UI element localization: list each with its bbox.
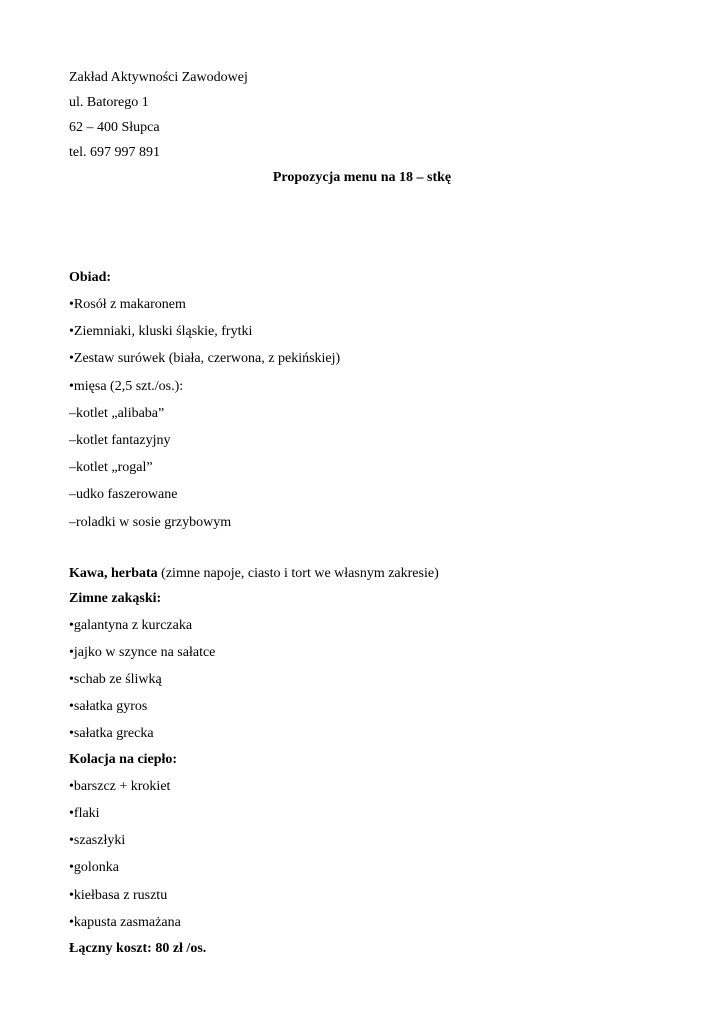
zimne-item: •jajko w szynce na sałatce (69, 645, 216, 660)
zimne-item: •galantyna z kurczaka (69, 618, 193, 633)
obiad-heading: Obiad: (69, 270, 112, 285)
zimne-item: •sałatka gyros (69, 699, 148, 714)
kolacja-item: •szaszłyki (69, 833, 126, 848)
page-title: Propozycja menu na 18 – stkę (272, 170, 452, 185)
kolacja-item: •golonka (69, 860, 120, 875)
obiad-subitem: –udko faszerowane (69, 487, 178, 502)
obiad-subitem: –kotlet „rogal” (69, 460, 153, 475)
zimne-item: •sałatka grecka (69, 726, 154, 741)
kolacja-item: •barszcz + krokiet (69, 779, 171, 794)
obiad-subitem: –kotlet „alibaba” (69, 406, 165, 421)
kawa-note: (zimne napoje, ciasto i tort we własnym zakresie) (157, 566, 439, 581)
zimne-item: •schab ze śliwką (69, 672, 162, 687)
obiad-item: •Rosół z makaronem (69, 297, 186, 312)
obiad-item: •Zestaw surówek (biała, czerwona, z pekińskiej) (69, 351, 341, 366)
org-phone: tel. 697 997 891 (69, 145, 160, 160)
kawa-line (69, 565, 439, 583)
kolacja-heading: Kolacja na ciepło: (69, 752, 178, 767)
org-city: 62 – 400 Słupca (69, 120, 160, 135)
obiad-item: •mięsa (2,5 szt./os.): (69, 379, 184, 394)
zimne-heading: Zimne zakąski: (69, 591, 162, 606)
kolacja-item: •flaki (69, 806, 100, 821)
org-name: Zakład Aktywności Zawodowej (69, 70, 248, 85)
obiad-subitem: –kotlet fantazyjny (69, 433, 171, 448)
kawa-heading: Kawa, herbata (69, 566, 158, 581)
obiad-subitem: –roladki w sosie grzybowym (69, 515, 232, 530)
kolacja-item: •kapusta zasmażana (69, 915, 181, 930)
kolacja-item: •kiełbasa z rusztu (69, 888, 168, 903)
obiad-item: •Ziemniaki, kluski śląskie, frytki (69, 324, 253, 339)
org-street: ul. Batorego 1 (69, 95, 149, 110)
total-cost: Łączny koszt: 80 zł /os. (69, 941, 207, 956)
